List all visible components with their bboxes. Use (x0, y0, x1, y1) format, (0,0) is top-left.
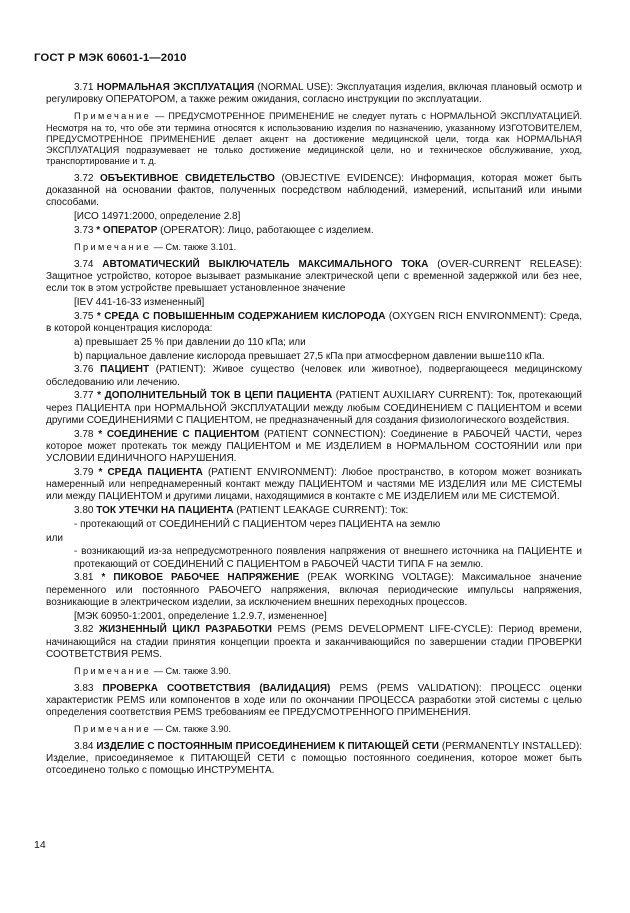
definition-paragraph (46, 467, 582, 504)
definition-paragraph (46, 624, 582, 661)
clause-number: 3.73 (74, 224, 97, 236)
definition-text: (OPERATOR): Лицо, работающее с изделием. (157, 224, 374, 236)
definition-paragraph (46, 741, 582, 778)
definition-text: (PATIENT CONNECTION): Соединение в РАБОЧЕЙ ЧАСТИ, через которое может протекать ток между ПАЦИЕНТОМ и МЕ ИЗДЕЛИЕМ в НОРМАЛЬНОМ СОСТОЯНИИ или при УСЛОВИИ ЕДИНИЧНОГО НАРУШЕНИЯ. (46, 428, 582, 465)
clause-number: 3.76 (74, 364, 101, 376)
clause-number: 3.84 (74, 741, 97, 753)
defined-term: * СОЕДИНЕНИЕ С ПАЦИЕНТОМ (98, 428, 260, 440)
clause-number: 3.79 (74, 466, 99, 478)
document-body (46, 82, 582, 779)
note-label: Примечание (74, 724, 152, 735)
note-paragraph (46, 242, 582, 253)
defined-term: ОБЪЕКТИВНОЕ СВИДЕТЕЛЬСТВО (99, 172, 275, 184)
definition-paragraph (46, 364, 582, 388)
defined-term: * ОПЕРАТОР (96, 224, 158, 236)
note-text: — См. также 3.90. (151, 666, 232, 677)
note-paragraph (46, 111, 582, 167)
defined-term: * ДОПОЛНИТЕЛЬНЫЙ ТОК В ЦЕПИ ПАЦИЕНТА (97, 390, 333, 402)
defined-term: ЖИЗНЕННЫЙ ЦИКЛ РАЗРАБОТКИ (98, 624, 272, 636)
clause-number: 3.82 (74, 624, 99, 636)
defined-term: АВТОМАТИЧЕСКИЙ ВЫКЛЮЧАТЕЛЬ МАКСИМАЛЬНОГО ТОКА (102, 258, 429, 270)
definition-paragraph (46, 259, 582, 296)
definition-text: (PERMANENTLY INSTALLED): Изделие, присоединяемое к ПИТАЮЩЕЙ СЕТИ с помощью постоянного соединения, которое может быть отсоединено только с помощью ИНСТРУМЕНТА. (46, 741, 582, 777)
indented-line: - возникающий из-за непредусмотренного появления напряжения от внешнего источника на ПАЦИЕНТЕ и протекающий от СОЕДИНЕНИЙ С ПАЦИЕНТОМ в РАБОЧЕЙ ЧАСТИ ТИПА F на землю. (74, 546, 582, 570)
note-label: Примечание (74, 666, 152, 677)
clause-number: 3.75 (74, 310, 97, 322)
defined-term: ИЗДЕЛИЕ С ПОСТОЯННЫМ ПРИСОЕДИНЕНИЕМ К ПИТАЮЩЕЙ СЕТИ (96, 741, 439, 753)
definition-text: (OXYGEN RICH ENVIRONMENT): Среда, в которой концентрация кислорода: (46, 310, 582, 335)
definition-paragraph (46, 683, 582, 720)
definition-text: (PEAK WORKING VOLTAGE): Максимальное значение переменного или постоянного РАБОЧЕГО напряжения, включая периодические импульсы напряжения, возникающие в электрическом изделии, за исключением внешних переходных процессов. (46, 572, 582, 608)
defined-term: * СРЕДА С ПОВЫШЕННЫМ СОДЕРЖАНИЕМ КИСЛОРОДА (96, 310, 386, 322)
page-header: ГОСТ Р МЭК 60601-1—2010 (34, 52, 187, 64)
note-text: — ПРЕДУСМОТРЕННОЕ ПРИМЕНЕНИЕ не следует путать с НОРМАЛЬНОЙ ЭКСПЛУАТАЦИЕЙ. Несмотря на то, что обе эти термина относятся к использованию изделия по назначению, указанному ИЗГОТОВИТЕЛЕМ, ПРЕДУСМОТРЕННОЕ ПРИМЕНЕНИЕ делает акцент на достижение медицинской цели, тогда как НОРМАЛЬНАЯ ЭКСПЛУАТАЦИЯ подразумевает не только достижение медицинской цели, но и техническое обслуживание, уход, транспортирование и т. д. (46, 111, 582, 167)
clause-number: 3.72 (74, 172, 100, 184)
defined-term: * СРЕДА ПАЦИЕНТА (98, 466, 203, 478)
definition-text: (PATIENT): Живое существо (человек или животное), подвергающееся медицинскому обследованию или лечению. (46, 364, 582, 388)
indented-line: [МЭК 60950-1:2001, определение 1.2.9.7, измененное] (74, 610, 327, 622)
definition-text: (PATIENT ENVIRONMENT): Любое пространство, в котором может возникать намеренный или непреднамеренный контакт между ПАЦИЕНТОМ и частями МЕ ИЗДЕЛИЯ или МЕ СИСТЕМЫ или между ПАЦИЕНТОМ и другими лицами, находящимися в контакте с МЕ ИЗДЕЛИЕМ или МЕ СИСТЕМОЙ. (46, 466, 582, 503)
indented-line: [ИСО 14971:2000, определение 2.8] (74, 211, 241, 223)
clause-number: 3.71 (74, 82, 97, 93)
indented-line: [IEV 441-16-33 измененный] (74, 297, 205, 309)
conjunction-line: или (46, 532, 64, 544)
clause-number: 3.80 (74, 505, 97, 517)
note-text: — См. также 3.101. (151, 242, 237, 253)
definition-text: (PATIENT AUXILIARY CURRENT): Ток, протекающий через ПАЦИЕНТА при НОРМАЛЬНОЙ ЭКСПЛУАТАЦИИ между любым СОЕДИНЕНИЕМ С ПАЦИЕНТОМ и всеми другими СОЕДИНЕНИЯМИ С ПАЦИЕНТОМ, не предназначенный для создания физиологического воздействия. (46, 390, 582, 426)
indented-line: а) превышает 25 % при давлении до 110 кПа; или (74, 336, 306, 348)
indented-line: b) парциальное давление кислорода превышает 27,5 кПа при атмосферном давлении выше110 кПа. (74, 350, 545, 362)
definition-text: PEMS (PEMS DEVELOPMENT LIFE-CYCLE): Период времени, начинающийся на стадии принятия концепции проекта и заканчивающийся по завершении стадии ПРОВЕРКИ СООТВЕТСТВИЯ PEMS. (46, 624, 582, 660)
definition-text: (PATIENT LEAKAGE CURRENT): Ток: (233, 505, 409, 517)
note-text: — См. также 3.90. (151, 724, 232, 735)
note-label: Примечание (74, 242, 152, 253)
defined-term: * ПИКОВОЕ РАБОЧЕЕ НАПРЯЖЕНИЕ (101, 572, 300, 584)
definition-paragraph (46, 82, 582, 106)
definition-paragraph (46, 225, 582, 237)
defined-term: НОРМАЛЬНАЯ ЭКСПЛУАТАЦИЯ (96, 82, 255, 93)
clause-number: 3.81 (74, 572, 102, 584)
defined-term: ТОК УТЕЧКИ НА ПАЦИЕНТА (96, 505, 234, 517)
definition-text: PEMS (PEMS VALIDATION): ПРОЦЕСС оценки характеристик PEMS или компонентов в ходе или по окончании ПРОЦЕССА разработки этой системы с целью определения соответствия PEMS требованиям ее ПРЕДУСМОТРЕННОГО ПРИМЕНЕНИЯ. (46, 682, 582, 719)
definition-text: (OVER-CURRENT RELEASE): Защитное устройство, которое вызывает размыкание электрической цепи с временной задержкой или без нее, если ток в этом устройстве превышает установленное значение (46, 258, 582, 295)
definition-paragraph (46, 429, 582, 466)
clause-number: 3.77 (74, 390, 98, 402)
note-label: Примечание (74, 111, 152, 122)
definition-paragraph (46, 572, 582, 609)
note-paragraph (46, 666, 582, 677)
defined-term: ПРОВЕРКА СООТВЕТСТВИЯ (ВАЛИДАЦИЯ) (102, 682, 331, 694)
definition-text: (OBJECTIVE EVIDENCE): Информация, которая может быть доказанной на основании фактов, полученных посредством наблюдений, измерений, испытаний или иными способами. (46, 172, 582, 209)
page-number: 14 (34, 839, 46, 851)
clause-number: 3.74 (74, 258, 103, 270)
definition-paragraph (46, 173, 582, 210)
definition-paragraph (46, 311, 582, 335)
note-paragraph (46, 724, 582, 735)
clause-number: 3.78 (74, 428, 99, 440)
clause-number: 3.83 (74, 682, 103, 694)
definition-paragraph (46, 390, 582, 427)
definition-text: (NORMAL USE): Эксплуатация изделия, включая плановый осмотр и регулировку ОПЕРАТОРОМ, а также режим ожидания, согласно инструкции по эксплуатации. (46, 82, 582, 106)
definition-paragraph (46, 505, 582, 517)
defined-term: ПАЦИЕНТ (100, 364, 150, 376)
indented-line: - протекающий от СОЕДИНЕНИЙ С ПАЦИЕНТОМ через ПАЦИЕНТА на землю (74, 518, 441, 530)
